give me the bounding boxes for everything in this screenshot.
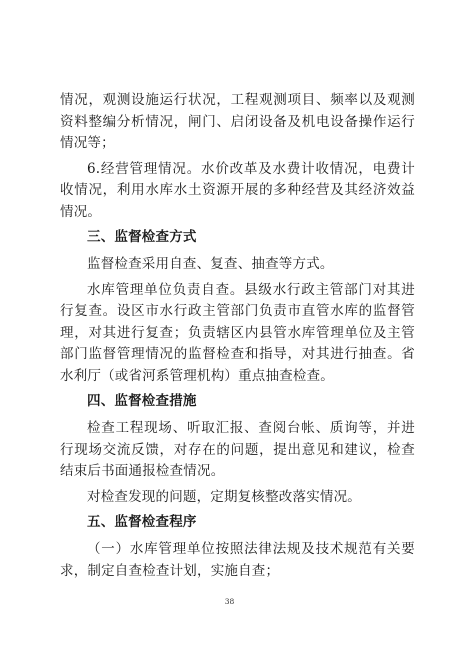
section-heading-inspection-measures: 四、监督检查措施 <box>87 393 197 409</box>
paragraph-self-inspection: （一）水库管理单位按照法律法规及技术规范有关要求，制定自查检查计划，实施自查； <box>60 541 415 579</box>
paragraph-inspection-methods: 监督检查采用自查、复查、抽查等方式。 <box>87 256 334 272</box>
paragraph-responsibilities: 水库管理单位负责自查。县级水行政主管部门对其进行复查。设区市水行政主管部门负责市直管水库的监督管理，对其进行复查；负责辖区内县管水库管理单位及主管部门监督管理情况的监督检查和指导，对其进行抽查。省水利厅（或省河系管理机构）重点抽查检查。 <box>60 281 415 384</box>
document-body <box>60 90 415 586</box>
section-heading-inspection-procedure: 五、监督检查程序 <box>87 514 197 530</box>
section-heading-inspection-methods: 三、监督检查方式 <box>87 229 197 245</box>
page-number: 38 <box>224 597 235 606</box>
paragraph-operations-management: 6.经营管理情况。水价改革及水费计收情况，电费计收情况，利用水库水土资源开展的多种经营及其经济效益情况。 <box>60 160 415 220</box>
paragraph-inspection-measures: 检查工程现场、听取汇报、查阅台帐、质询等，并进行现场交流反馈，对存在的问题，提出意见和建议，检查结束后书面通报检查情况。 <box>60 420 415 479</box>
paragraph-continuation: 情况，观测设施运行状况，工程观测项目、频率以及观测资料整编分析情况，闸门、启闭设备及机电设备操作运行情况等； <box>60 92 415 151</box>
paragraph-rectification-review: 对检查发现的问题，定期复核整改落实情况。 <box>87 488 361 505</box>
